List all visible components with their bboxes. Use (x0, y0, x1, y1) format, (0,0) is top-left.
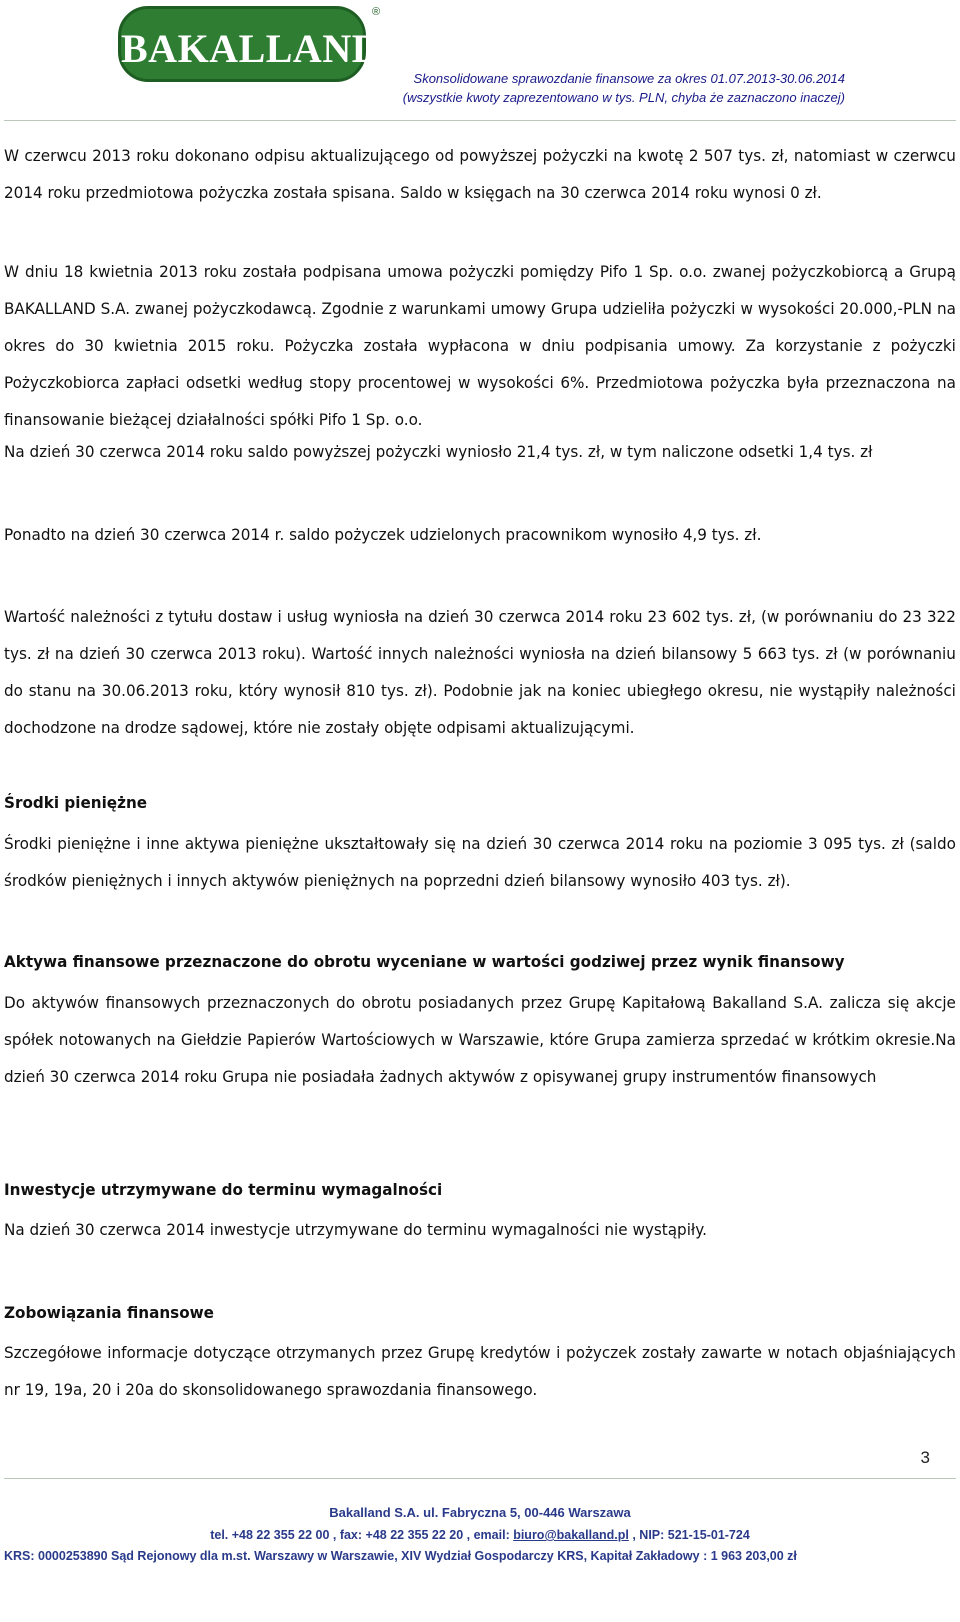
heading-trading-assets: Aktywa finansowe przeznaczone do obrotu wyceniane w wartości godziwej przez wynik finansowy (4, 952, 845, 971)
header-divider (4, 120, 956, 121)
heading-held-to-maturity: Inwestycje utrzymywane do terminu wymagalności (4, 1180, 443, 1199)
heading-financial-liabilities: Zobowiązania finansowe (4, 1303, 214, 1322)
paragraph-loan-balance: Na dzień 30 czerwca 2014 roku saldo powyższej pożyczki wyniosło 21,4 tys. zł, w tym naliczone odsetki 1,4 tys. zł (4, 442, 873, 461)
footer-divider (4, 1478, 956, 1479)
paragraph-impairment: W czerwcu 2013 roku dokonano odpisu aktualizującego od powyższej pożyczki na kwotę 2 507 tys. zł, natomiast w czerwcu 2014 roku przedmiotowa pożyczka została spisana. Saldo w księgach na 30 czerwca 2014 roku wynosi 0 zł. (4, 146, 956, 202)
footer-registry: KRS: 0000253890 Sąd Rejonowy dla m.st. Warszawy w Warszawie, XIV Wydział Gospodarczy KRS, Kapitał Zakładowy : 1 963 203,00 zł (4, 1549, 797, 1563)
registered-mark: ® (372, 6, 381, 18)
footer-contact (0, 1528, 960, 1542)
footer-contact-suffix: , NIP: 521-15-01-724 (628, 1528, 750, 1542)
paragraph-trading-assets: Do aktywów finansowych przeznaczonych do obrotu posiadanych przez Grupę Kapitałową Bakalland S.A. zalicza się akcje spółek notowanych na Giełdzie Papierów Wartościowych w Warszawie, które Grupa zamierza sprzedać w krótkim okresie.Na dzień 30 czerwca 2014 roku Grupa nie posiadała żadnych aktywów z opisywanej grupy instrumentów finansowych (4, 993, 956, 1086)
paragraph-employee-loans: Ponadto na dzień 30 czerwca 2014 r. saldo pożyczek udzielonych pracownikom wynosiło 4,9 tys. zł. (4, 525, 762, 544)
report-title: Skonsolidowane sprawozdanie finansowe za okres 01.07.2013-30.06.2014 (413, 71, 845, 86)
paragraph-loan-agreement: W dniu 18 kwietnia 2013 roku została podpisana umowa pożyczki pomiędzy Pifo 1 Sp. o.o. zwanej pożyczkobiorcą a Grupą BAKALLAND S.A. zwanej pożyczkodawcą. Zgodnie z warunkami umowy Grupa udzieliła pożyczki w wysokości 20.000,-PLN na okres do 30 kwietnia 2015 roku. Pożyczka została wypłacona w dniu podpisania umowy. Za korzystanie z pożyczki Pożyczkobiorca zapłaci odsetki według stopy procentowej w wysokości 6%. Przedmiotowa pożyczka była przeznaczona na finansowanie bieżącej działalności spółki Pifo 1 Sp. o.o. (4, 262, 956, 429)
page-number: 3 (920, 1448, 930, 1467)
report-subtitle: (wszystkie kwoty zaprezentowano w tys. PLN, chyba że zaznaczono inaczej) (402, 90, 845, 105)
paragraph-held-to-maturity: Na dzień 30 czerwca 2014 inwestycje utrzymywane do terminu wymagalności nie wystąpiły. (4, 1220, 707, 1239)
company-logo (118, 6, 382, 82)
email-link[interactable]: biuro@bakalland.pl (513, 1528, 629, 1542)
footer-address: Bakalland S.A. ul. Fabryczna 5, 00-446 Warszawa (329, 1505, 631, 1520)
paragraph-financial-liabilities: Szczegółowe informacje dotyczące otrzymanych przez Grupę kredytów i pożyczek zostały zawarte w notach objaśniających nr 19, 19a, 20 i 20a do skonsolidowanego sprawozdania finansowego. (4, 1343, 956, 1399)
paragraph-cash: Środki pieniężne i inne aktywa pieniężne ukształtowały się na dzień 30 czerwca 2014 roku na poziomie 3 095 tys. zł (saldo środków pieniężnych i innych aktywów pieniężnych na poprzedni dzień bilansowy wynosiło 403 tys. zł). (4, 834, 956, 890)
paragraph-receivables: Wartość należności z tytułu dostaw i usług wyniosła na dzień 30 czerwca 2014 roku 23 602 tys. zł, (w porównaniu do 23 322 tys. zł na dzień 30 czerwca 2013 roku). Wartość innych należności wyniosła na dzień bilansowy 5 663 tys. zł (w porównaniu do stanu na 30.06.2013 roku, który wynosił 810 tys. zł). Podobnie jak na koniec ubiegłego okresu, nie wystąpiły należności dochodzone na drodze sądowej, które nie zostały objęte odpisami aktualizującymi. (4, 607, 956, 737)
footer-contact-prefix: tel. +48 22 355 22 00 , fax: +48 22 355 22 20 , email: (210, 1528, 514, 1542)
heading-cash: Środki pieniężne (4, 793, 148, 812)
logo-text: BAKALLAND (121, 26, 382, 71)
